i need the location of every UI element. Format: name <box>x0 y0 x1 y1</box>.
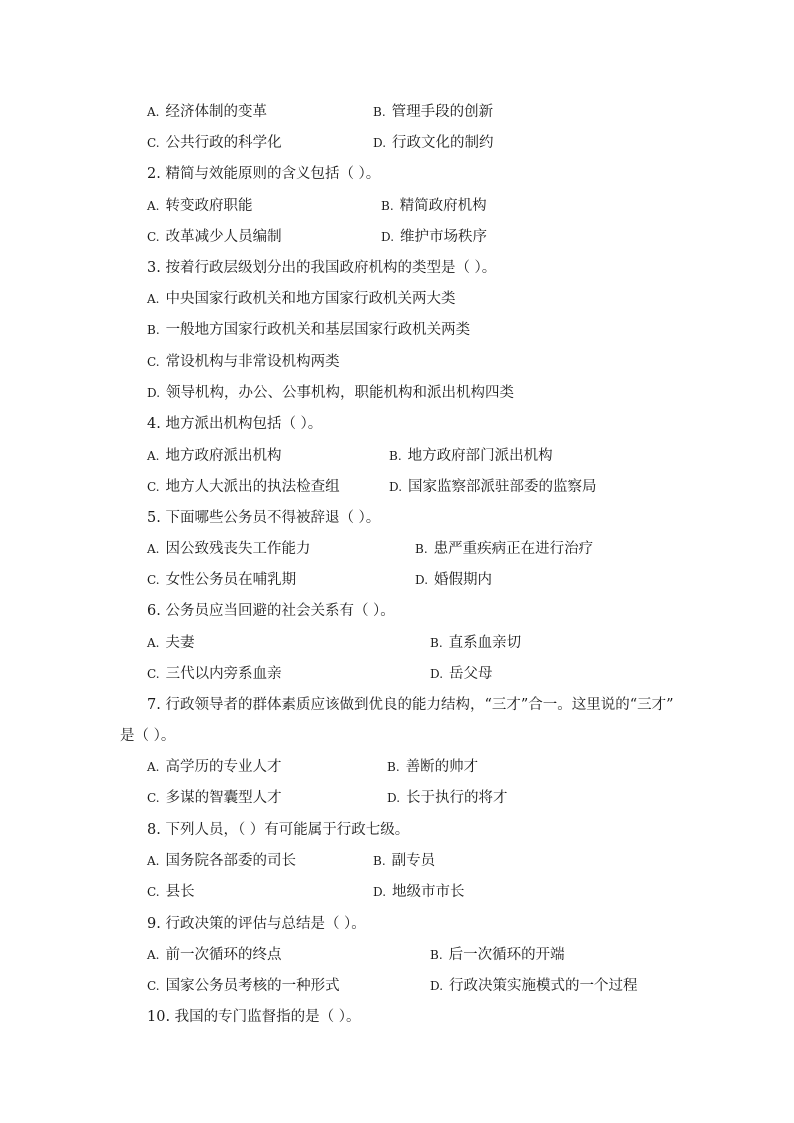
option <box>147 196 252 216</box>
option <box>147 851 296 871</box>
option-text: 地级市市长 <box>392 884 465 900</box>
option-label: B. <box>387 760 400 774</box>
option-label: A. <box>147 760 160 774</box>
option <box>147 227 282 247</box>
option-text: 因公致残丧失工作能力 <box>165 541 311 557</box>
option <box>147 289 455 309</box>
option-text: 岳父母 <box>449 666 493 682</box>
option <box>147 539 310 559</box>
option-text: 县长 <box>165 884 195 900</box>
option-label: B. <box>389 449 402 463</box>
option <box>415 570 492 590</box>
option-label: D. <box>381 230 395 244</box>
option-label: C. <box>147 230 160 244</box>
option-label: C. <box>147 480 160 494</box>
option <box>147 633 194 653</box>
option-label: A. <box>147 542 160 556</box>
option-label: A. <box>147 636 160 650</box>
option-label: D. <box>373 136 387 150</box>
option-text: 夫妻 <box>165 635 195 651</box>
option <box>147 102 267 122</box>
option <box>147 757 281 777</box>
option-text: 副专员 <box>391 853 436 869</box>
option-label: C. <box>147 885 160 899</box>
option-label: B. <box>373 854 386 868</box>
option-text: 多谋的智囊型人才 <box>165 790 282 806</box>
option-label: B. <box>415 542 428 556</box>
option-text: 患严重疾病正在进行治疗 <box>433 541 594 557</box>
option-text: 常设机构与非常设机构两类 <box>165 354 340 370</box>
option-text: 公共行政的科学化 <box>165 135 282 151</box>
option-label: A. <box>147 292 160 306</box>
option-label: D. <box>430 979 444 993</box>
question-stem: 8. 下列人员，（ ）有可能属于行政七级。 <box>147 822 410 838</box>
option <box>430 976 638 996</box>
option-label: B. <box>430 636 443 650</box>
option-label: C. <box>147 136 160 150</box>
option-text: 管理手段的创新 <box>391 104 494 120</box>
option-text: 行政决策实施模式的一个过程 <box>449 978 638 994</box>
option-text: 领导机构，办公、公事机构，职能机构和派出机构四类 <box>166 385 515 401</box>
option <box>147 446 281 466</box>
question-stem: 5. 下面哪些公务员不得被辞退（ ）。 <box>147 510 381 526</box>
option <box>381 227 487 247</box>
option-text: 直系血亲切 <box>448 635 522 651</box>
option-label: D. <box>389 480 403 494</box>
option-text: 经济体制的变革 <box>165 104 267 120</box>
option-text: 精简政府机构 <box>399 198 487 214</box>
option-label: C. <box>147 355 160 369</box>
option-text: 高学历的专业人才 <box>165 759 282 775</box>
option-label: D. <box>147 386 161 400</box>
option <box>430 945 565 965</box>
option-label: D. <box>387 791 401 805</box>
option-label: B. <box>147 323 160 337</box>
option <box>381 196 487 216</box>
option <box>387 788 508 808</box>
option <box>147 352 340 372</box>
option <box>147 976 340 996</box>
option-text: 善断的帅才 <box>405 759 479 775</box>
option-text: 一般地方国家行政机关和基层国家行政机关两类 <box>165 322 471 338</box>
option-label: B. <box>381 199 394 213</box>
question-stem: 6. 公务员应当回避的社会关系有（ ）。 <box>147 603 395 619</box>
option-label: A. <box>147 199 160 213</box>
option-text: 中央国家行政机关和地方国家行政机关两大类 <box>165 291 456 307</box>
option-label: B. <box>430 948 443 962</box>
option <box>147 320 470 340</box>
question-stem: 7. 行政领导者的群体素质应该做到优良的能力结构，“三才”合一。这里说的“三才” <box>147 697 674 713</box>
option-label: A. <box>147 449 160 463</box>
option-text: 维护市场秩序 <box>400 229 488 245</box>
option <box>373 133 494 153</box>
option-label: D. <box>430 667 444 681</box>
option-text: 女性公务员在哺乳期 <box>165 572 297 588</box>
option-text: 前一次循环的终点 <box>165 947 282 963</box>
option-text: 地方政府派出机构 <box>165 448 282 464</box>
option <box>430 664 493 684</box>
option-label: C. <box>147 667 160 681</box>
option-text: 地方人大派出的执法检查组 <box>165 479 340 495</box>
question-stem: 9. 行政决策的评估与总结是（ ）。 <box>147 916 366 932</box>
option <box>147 383 514 403</box>
question-stem: 2. 精简与效能原则的含义包括（ ）。 <box>147 166 381 182</box>
option-text: 行政文化的制约 <box>392 135 494 151</box>
option <box>430 633 521 653</box>
option-text: 三代以内旁系血亲 <box>165 666 282 682</box>
question-stem: 3. 按着行政层级划分出的我国政府机构的类型是（ ）。 <box>147 260 497 276</box>
option-text: 地方政府部门派出机构 <box>407 448 553 464</box>
option-text: 长于执行的将才 <box>406 790 508 806</box>
option-text: 后一次循环的开端 <box>448 947 565 963</box>
option-label: B. <box>373 105 386 119</box>
option <box>147 945 281 965</box>
option <box>389 446 553 466</box>
option-label: C. <box>147 979 160 993</box>
option <box>147 570 296 590</box>
option <box>147 133 282 153</box>
option-label: A. <box>147 854 160 868</box>
option <box>373 102 493 122</box>
option <box>373 851 435 871</box>
question-stem: 4. 地方派出机构包括（ ）。 <box>147 416 323 432</box>
option <box>147 788 282 808</box>
option <box>373 882 465 902</box>
option-label: C. <box>147 573 160 587</box>
option-label: C. <box>147 791 160 805</box>
option <box>147 477 340 497</box>
question-stem: 10. 我国的专门监督指的是（ ）。 <box>147 1009 361 1025</box>
option-text: 转变政府职能 <box>165 198 253 214</box>
option <box>389 477 597 497</box>
option-label: D. <box>373 885 387 899</box>
question-continuation: 是（ ）。 <box>120 728 176 744</box>
option-text: 国家监察部派驻部委的监察局 <box>408 479 597 495</box>
option-text: 婚假期内 <box>434 572 493 588</box>
option-label: D. <box>415 573 429 587</box>
option <box>415 539 593 559</box>
option-text: 改革减少人员编制 <box>165 229 282 245</box>
option <box>147 882 195 902</box>
option-label: A. <box>147 105 160 119</box>
option <box>147 664 282 684</box>
option-text: 国家公务员考核的一种形式 <box>165 978 340 994</box>
option-text: 国务院各部委的司长 <box>165 853 296 869</box>
option-label: A. <box>147 948 160 962</box>
option <box>387 757 478 777</box>
